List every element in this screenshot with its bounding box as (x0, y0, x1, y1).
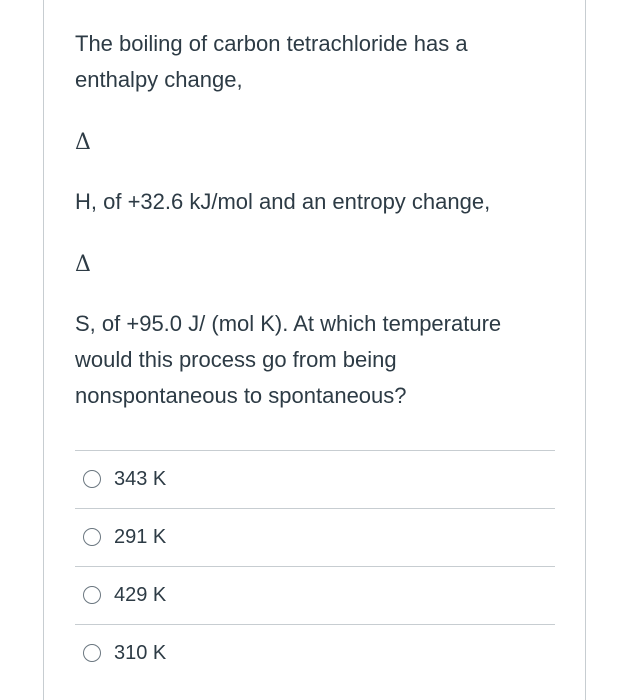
radio-button-icon[interactable] (83, 644, 101, 662)
answer-option-1[interactable] (75, 451, 555, 507)
delta-symbol: Δ (75, 130, 91, 155)
question-text-line-5: would this process go from being (75, 347, 397, 372)
answer-label: 343 K (114, 467, 167, 490)
question-text-line-3: H, of +32.6 kJ/mol and an entropy change, (75, 189, 491, 214)
radio-button-icon[interactable] (83, 586, 101, 604)
answer-label: 310 K (114, 641, 167, 664)
answer-label: 429 K (114, 583, 167, 606)
question-text-line-1: The boiling of carbon tetrachloride has a (75, 31, 468, 56)
answer-option-2[interactable] (75, 509, 555, 565)
question-text-line-2: enthalpy change, (75, 67, 243, 92)
radio-button-icon[interactable] (83, 528, 101, 546)
answer-label: 291 K (114, 525, 167, 548)
answer-option-4[interactable] (75, 625, 555, 681)
radio-button-icon[interactable] (83, 470, 101, 488)
delta-symbol: Δ (75, 252, 91, 277)
question-text-line-4: S, of +95.0 J/ (mol K). At which temperature (75, 311, 502, 336)
answer-option-3[interactable] (75, 567, 555, 623)
question-text-line-6: nonspontaneous to spontaneous? (75, 383, 407, 408)
